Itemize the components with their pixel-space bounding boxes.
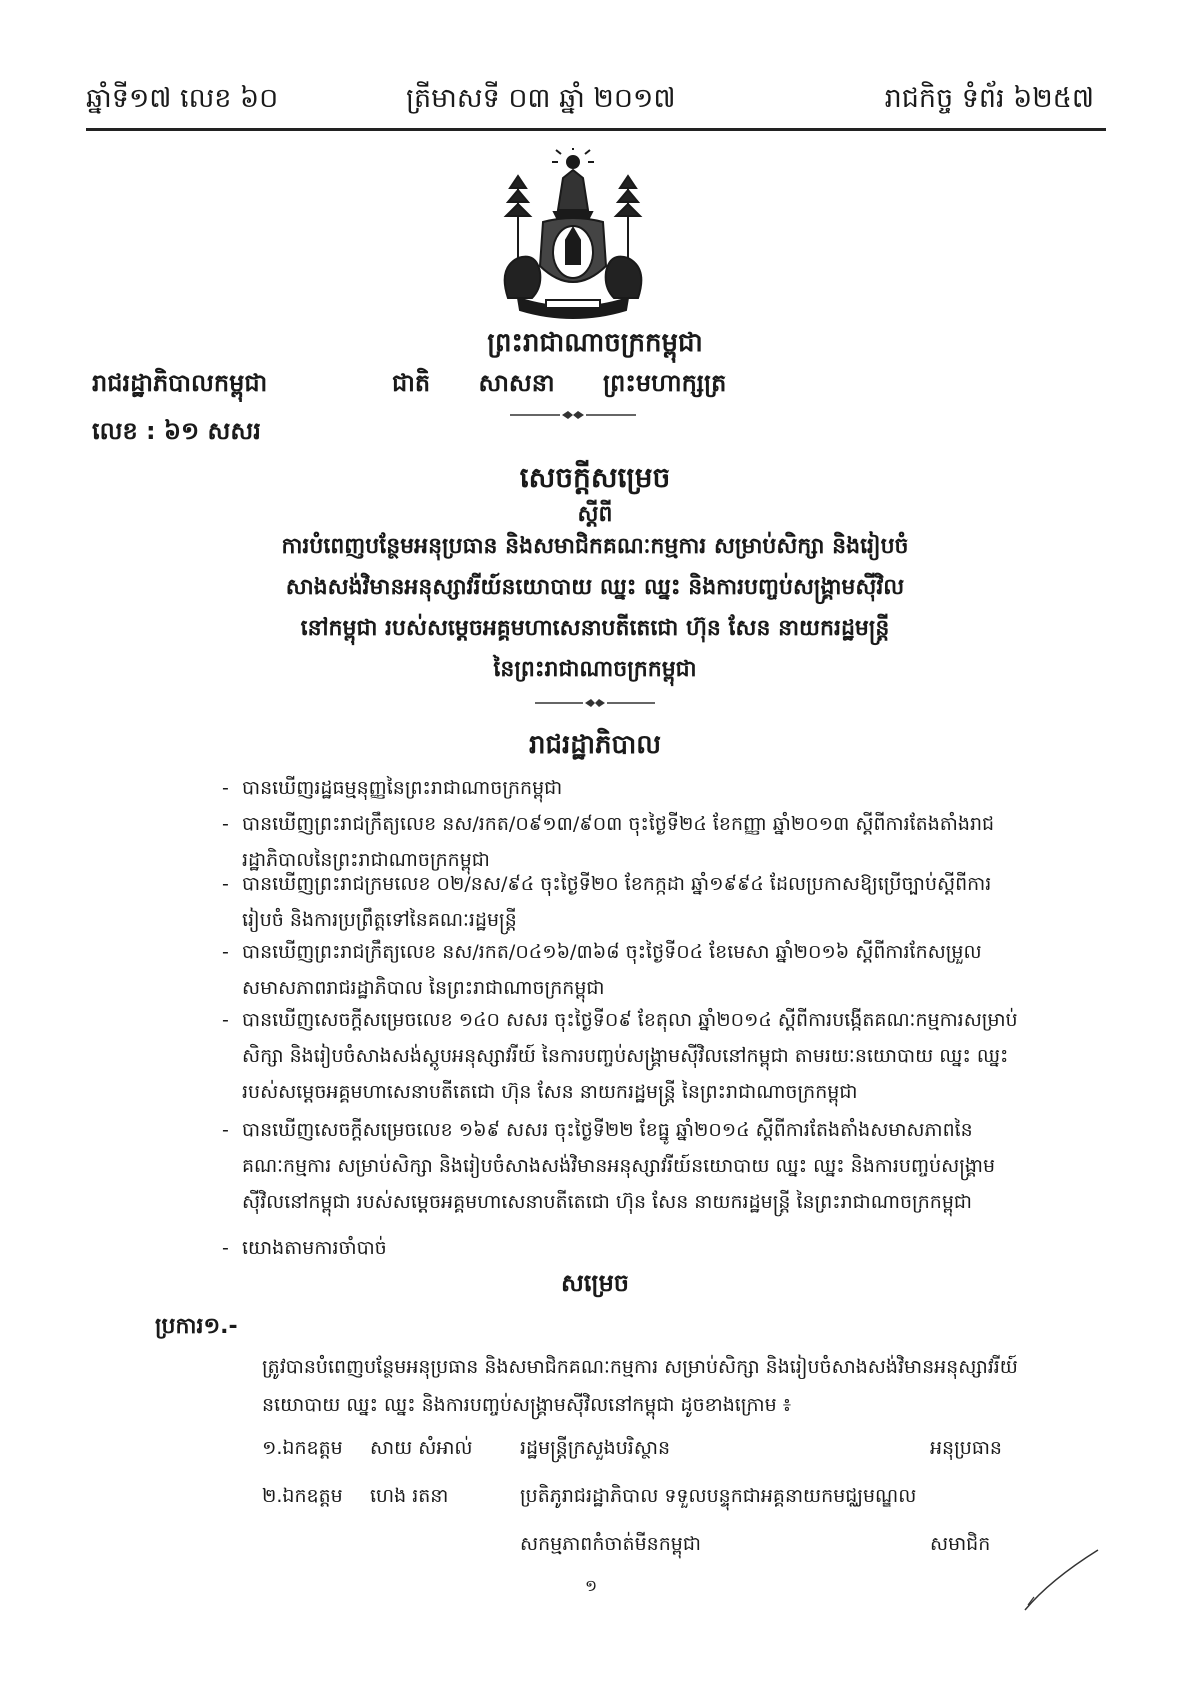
header-year-issue: ឆ្នាំទី១៧ លេខ ៦០ — [86, 83, 279, 114]
consideration-item: - បានឃើញសេចក្តីសម្រេចលេខ ១៤០ សសរ ចុះថ្ងៃទី០៩ ខែតុលា ឆ្នាំ២០១៤ ស្តីពីការបង្កើតគណៈកម្មការសម្រាប់សិក្សា និងរៀបចំសាងសង់ស្តូបអនុស្សាវរីយ៍ នៃការបញ្ចប់សង្គ្រាមស៊ីវិលនៅកម្ពុជា តាមរយៈនយោបាយ ឈ្នះ ឈ្នះ របស់សម្តេចអគ្គមហាសេនាបតីតេជោ ហ៊ុន សែន នាយករដ្ឋមន្ត្រី នៃព្រះរាជាណាចក្រកម្ពុជា — [222, 1009, 1018, 1103]
member-role: អនុប្រធាន — [930, 1437, 1002, 1459]
divider-ornament — [535, 698, 655, 708]
kingdom-title: ព្រះរាជាណាចក្រកម្ពុជា — [487, 328, 703, 358]
national-motto — [392, 368, 766, 403]
subject-line: នៅកម្ពុជា របស់សម្តេចអគ្គមហាសេនាបតីតេជោ ហ៊ុន សែន នាយករដ្ឋមន្ត្រី — [300, 616, 890, 641]
page-number: ១ — [585, 1576, 598, 1595]
consideration-item: - បានឃើញព្រះរាជក្រមលេខ ០២/នស/៩៤ ចុះថ្ងៃទី២០ ខែកក្កដា ឆ្នាំ១៩៩៤ ដែលប្រកាសឱ្យប្រើច្បាប់ស្តីពីការរៀបចំ និងការប្រព្រឹត្តទៅនៃគណៈរដ្ឋមន្ត្រី — [222, 873, 992, 931]
consideration-item: - បានឃើញព្រះរាជក្រឹត្យលេខ នស/រកត/០៤១៦/៣៦៨ ចុះថ្ងៃទី០៤ ខែមេសា ឆ្នាំ២០១៦ ស្តីពីការកែសម្រួលសមាសភាពរាជរដ្ឋាភិបាល នៃព្រះរាជាណាចក្រកម្ពុជា — [222, 941, 982, 999]
header-rule — [86, 128, 1106, 131]
member-position: រដ្ឋមន្ត្រីក្រសួងបរិស្ថាន — [520, 1437, 671, 1459]
article-label: ប្រការ១.- — [155, 1314, 238, 1339]
motto-king: ព្រះមហាក្សត្រ — [602, 369, 727, 397]
government-heading: រាជរដ្ឋាភិបាល — [528, 730, 662, 760]
issuing-authority: រាជរដ្ឋាភិបាលកម្ពុជា — [92, 369, 268, 397]
member-position-continued: សកម្មភាពកំចាត់មីនកម្ពុជា — [520, 1533, 701, 1555]
initial-mark-icon — [1020, 1545, 1100, 1615]
consideration-item: - បានឃើញព្រះរាជក្រឹត្យលេខ នស/រកត/០៩១៣/៩០៣ ចុះថ្ងៃទី២៤ ខែកញ្ញា ឆ្នាំ២០១៣ ស្តីពីការតែងតាំងរាជរដ្ឋាភិបាលនៃព្រះរាជាណាចក្រកម្ពុជា — [222, 813, 995, 871]
subject-line: ការបំពេញបន្ថែមអនុប្រធាន និងសមាជិកគណៈកម្មការ សម្រាប់សិក្សា និងរៀបចំ — [281, 534, 909, 559]
document-type-title: សេចក្តីសម្រេច — [519, 461, 671, 494]
article-body: ត្រូវបានបំពេញបន្ថែមអនុប្រធាន និងសមាជិកគណៈកម្មការ សម្រាប់សិក្សា និងរៀបចំសាងសង់វិមានអនុស្សាវរីយ៍នយោបាយ ឈ្នះ ឈ្នះ និងការបញ្ចប់សង្គ្រាមស៊ីវិលនៅកម្ពុជា ដូចខាងក្រោម ៖ — [262, 1356, 1018, 1416]
motto-religion: សាសនា — [478, 369, 555, 397]
decision-number: លេខ : ៦១ សសរ — [92, 417, 261, 445]
decides-heading: សម្រេច — [560, 1269, 630, 1297]
consideration-item: - បានឃើញសេចក្តីសម្រេចលេខ ១៦៩ សសរ ចុះថ្ងៃទី២២ ខែធ្នូ ឆ្នាំ២០១៤ ស្តីពីការតែងតាំងសមាសភាពនៃគណៈកម្មការ សម្រាប់សិក្សា និងរៀបចំសាងសង់វិមានអនុស្សាវរីយ៍នយោបាយ ឈ្នះ ឈ្នះ និងការបញ្ចប់សង្គ្រាមស៊ីវិលនៅកម្ពុជា របស់សម្តេចអគ្គមហាសេនាបតីតេជោ ហ៊ុន សែន នាយករដ្ឋមន្ត្រី នៃព្រះរាជាណាចក្រកម្ពុជា — [222, 1119, 996, 1213]
subject-line: នៃព្រះរាជាណាចក្រកម្ពុជា — [493, 657, 697, 682]
motto-nation: ជាតិ — [392, 369, 431, 397]
consideration-item: - យោងតាមការចាំបាច់ — [222, 1237, 387, 1259]
gazette-header — [86, 82, 1104, 128]
member-name: ហេង រតនា — [370, 1485, 449, 1507]
member-role: សមាជិក — [930, 1533, 991, 1555]
member-position: ប្រតិភូរាជរដ្ឋាភិបាល ទទួលបន្ទុកជាអគ្គនាយកមជ្ឈមណ្ឌល — [520, 1485, 917, 1507]
header-quarter: ត្រីមាសទី ០៣ ឆ្នាំ ២០១៧ — [406, 83, 676, 114]
royal-coat-of-arms-icon — [488, 148, 658, 323]
member-number: ២.ឯកឧត្តម — [262, 1485, 343, 1507]
member-number: ១.ឯកឧត្តម — [262, 1437, 343, 1459]
consideration-item: - បានឃើញរដ្ឋធម្មនុញ្ញនៃព្រះរាជាណាចក្រកម្ពុជា — [222, 777, 563, 799]
about-label: ស្តីពី — [577, 502, 613, 527]
subject-line: សាងសង់វិមានអនុស្សាវរីយ៍នយោបាយ ឈ្នះ ឈ្នះ និងការបញ្ចប់សង្គ្រាមស៊ីវិល — [285, 575, 905, 600]
divider-ornament — [510, 410, 636, 420]
member-name: សាយ សំអាល់ — [370, 1437, 473, 1459]
header-page-ref: រាជកិច្ច ទំព័រ ៦២៥៧ — [884, 83, 1094, 114]
